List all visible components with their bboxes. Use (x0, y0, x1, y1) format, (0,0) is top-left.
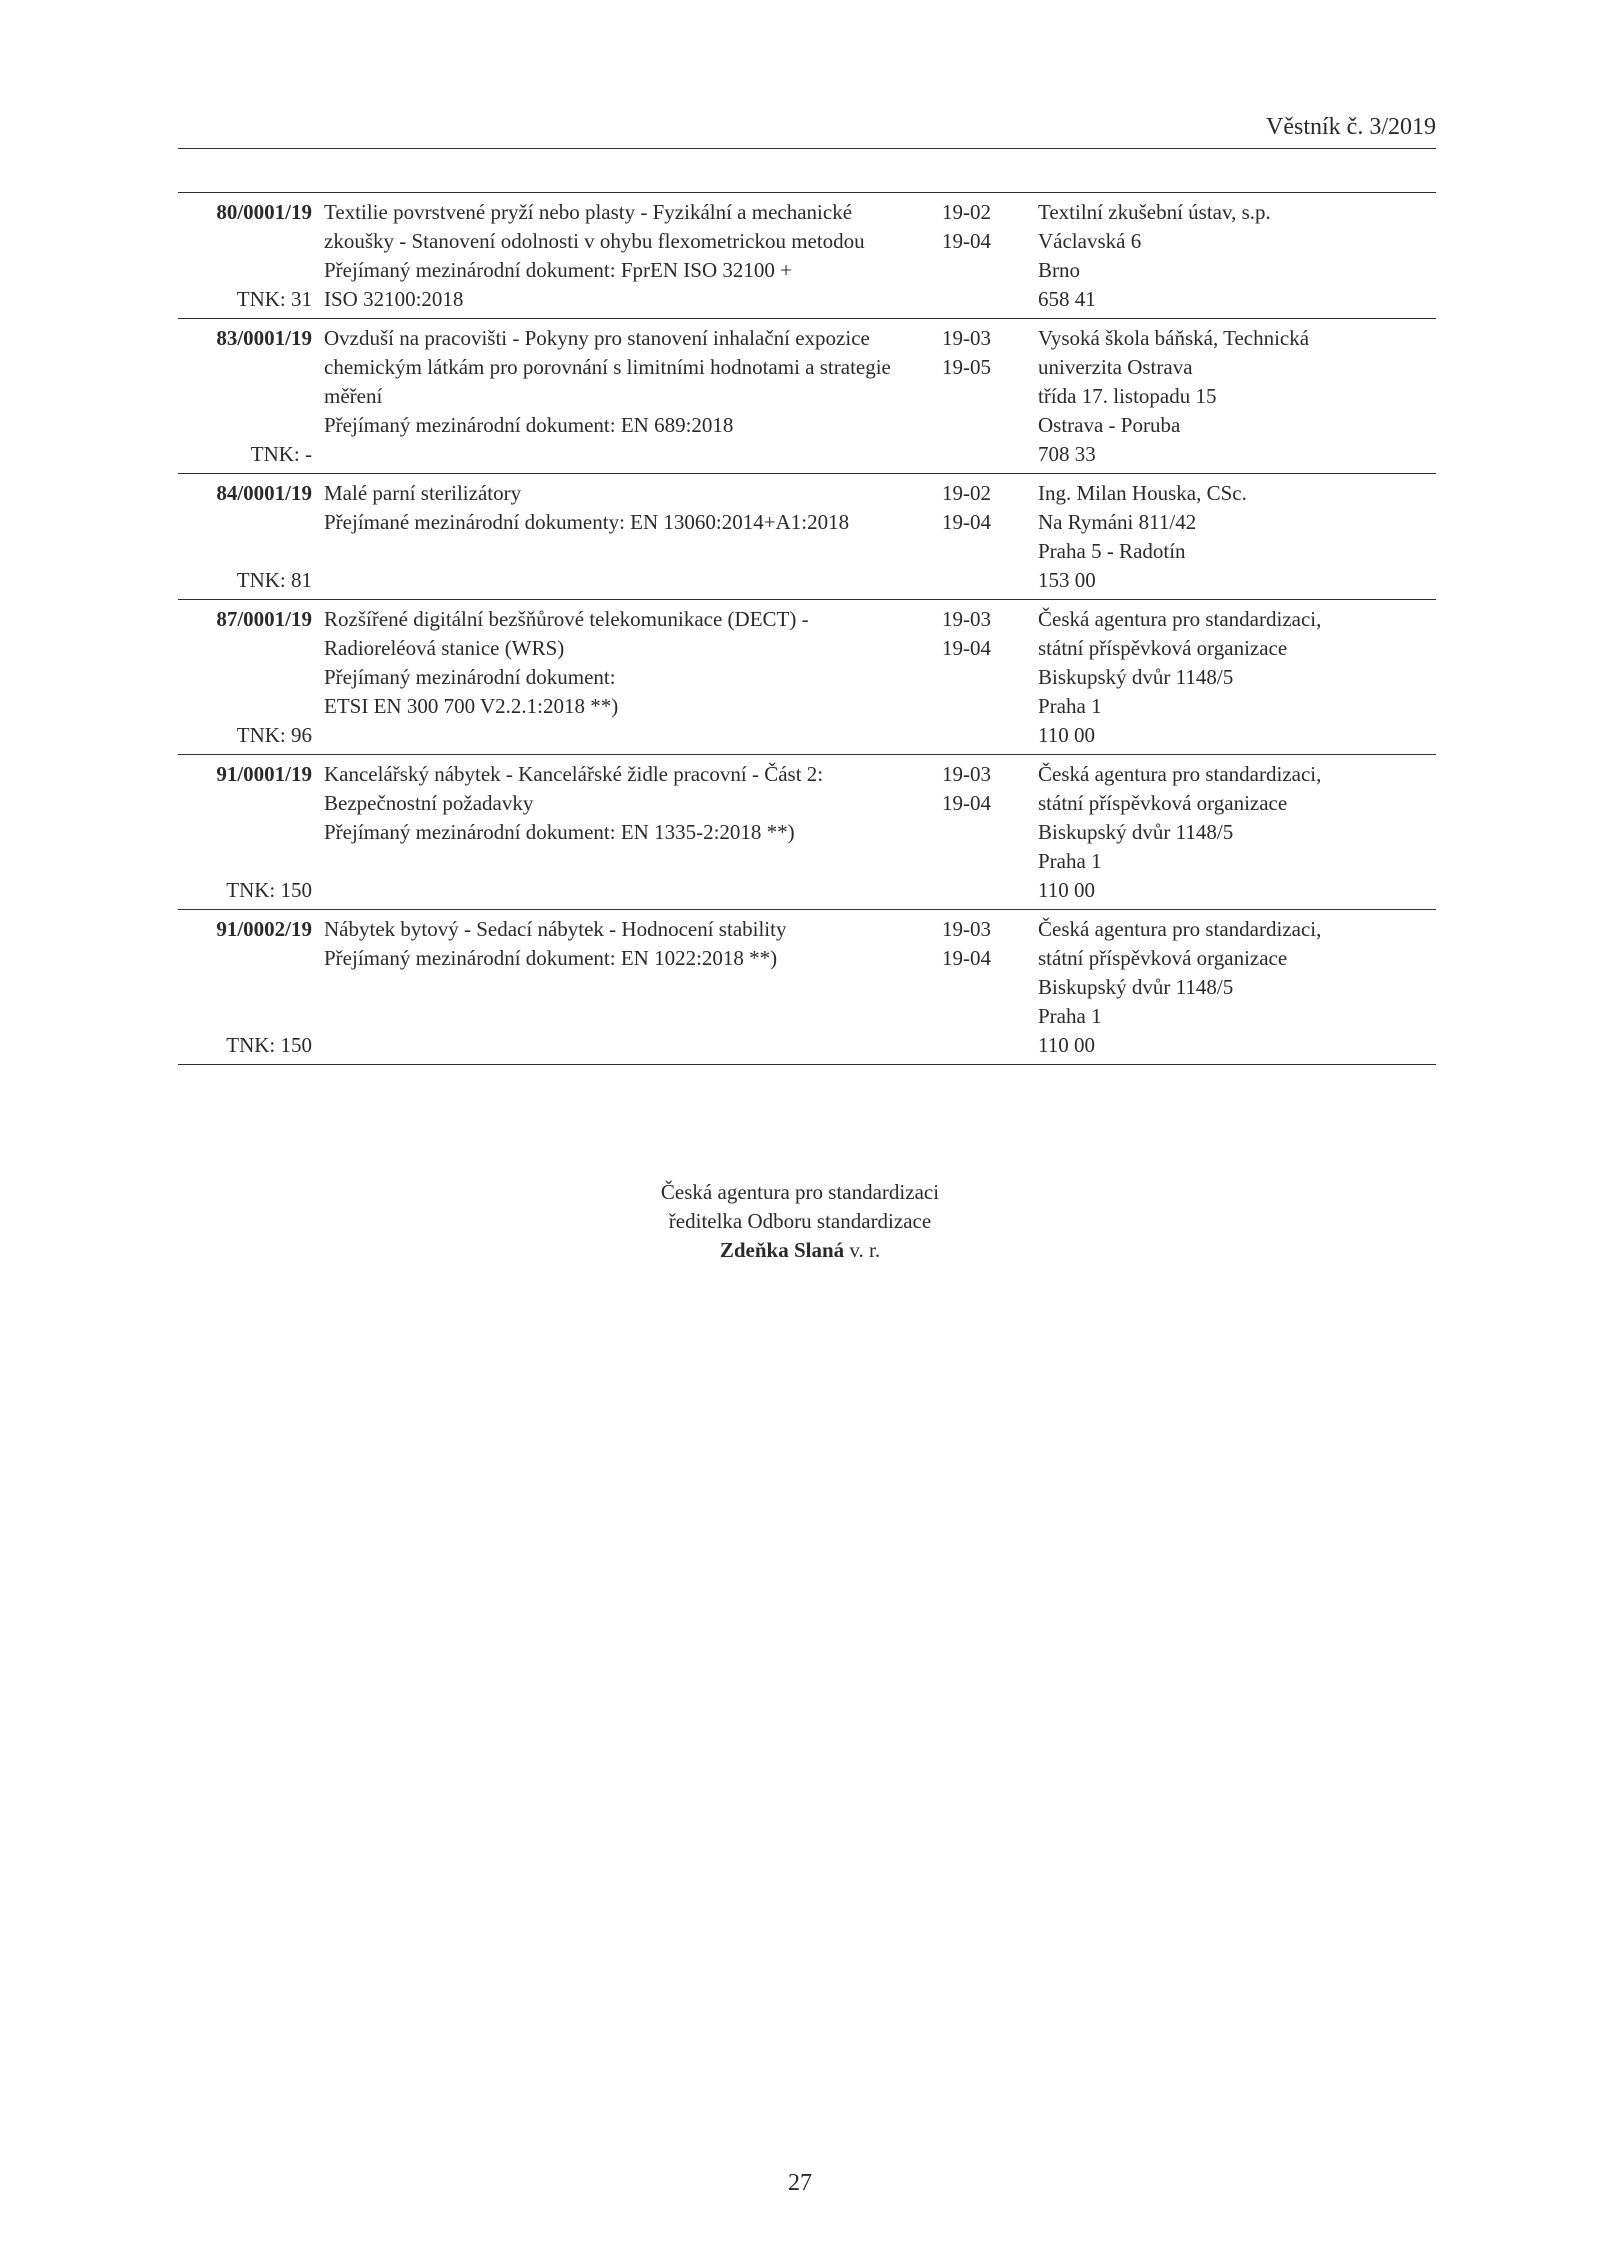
entry-dates (936, 760, 1026, 905)
entry-date: 19-04 (942, 510, 991, 534)
entry-date: 19-02 (942, 200, 991, 224)
entry-title-line: Nábytek bytový - Sedací nábytek - Hodnocení stability (324, 917, 787, 941)
entry-address-line: 110 00 (1038, 723, 1095, 747)
entry-address-line: Biskupský dvůr 1148/5 (1038, 665, 1234, 689)
entry-address-line: Praha 1 (1038, 694, 1102, 718)
entry-address-line: státní příspěvková organizace (1038, 791, 1288, 815)
entry-tnk: TNK: 81 (236, 568, 312, 592)
entry-address-line: Biskupský dvůr 1148/5 (1038, 820, 1234, 844)
entry-title-line: měření (324, 384, 383, 408)
entry-address-line: 708 33 (1038, 442, 1096, 466)
entry-title-line: Přejímaný mezinárodní dokument: EN 689:2018 (324, 413, 734, 437)
entry-address-line: Brno (1038, 258, 1080, 282)
entry-tnk: TNK: 150 (226, 1033, 312, 1057)
entry-date: 19-03 (942, 607, 991, 631)
entry-title (324, 760, 924, 905)
standard-entry (178, 193, 1436, 318)
entry-title (324, 605, 924, 750)
page-number: 27 (788, 2170, 812, 2196)
standard-entry (178, 473, 1436, 599)
entry-title-line: Ovzduší na pracovišti - Pokyny pro stanovení inhalační expozice (324, 326, 870, 350)
entry-id-column (178, 479, 312, 595)
entry-address-line: státní příspěvková organizace (1038, 946, 1288, 970)
entry-title-line: Radioreléová stanice (WRS) (324, 636, 565, 660)
standards-list (178, 192, 1436, 1065)
entry-title (324, 324, 924, 469)
entry-address-line: třída 17. listopadu 15 (1038, 384, 1217, 408)
entry-date: 19-04 (942, 636, 991, 660)
entry-address-line: 658 41 (1038, 287, 1096, 311)
entry-address-line: Praha 1 (1038, 849, 1102, 873)
entry-date: 19-02 (942, 481, 991, 505)
entry-id-column (178, 760, 312, 905)
entry-tnk: TNK: 150 (226, 878, 312, 902)
entry-date: 19-04 (942, 946, 991, 970)
entry-address (1038, 324, 1436, 469)
entry-address (1038, 479, 1436, 595)
entry-address-line: Praha 1 (1038, 1004, 1102, 1028)
entry-number: 80/0001/19 (216, 200, 312, 224)
signature-suffix: v. r. (849, 1238, 881, 1262)
entry-title-line: ETSI EN 300 700 V2.2.1:2018 **) (324, 694, 619, 718)
entry-date: 19-04 (942, 229, 991, 253)
entry-tnk: TNK: - (250, 442, 312, 466)
entry-address-line: Česká agentura pro standardizaci, (1038, 607, 1322, 631)
entry-address-line: Vysoká škola báňská, Technická (1038, 326, 1310, 350)
entry-date: 19-03 (942, 917, 991, 941)
signature-organization: Česká agentura pro standardizaci (660, 1180, 940, 1204)
entry-number: 84/0001/19 (216, 481, 312, 505)
entry-date: 19-05 (942, 355, 991, 379)
entry-title-line: Malé parní sterilizátory (324, 481, 522, 505)
entry-title-line: Přejímané mezinárodní dokumenty: EN 13060:2014+A1:2018 (324, 510, 850, 534)
entry-title (324, 479, 924, 595)
entry-address-line: 110 00 (1038, 878, 1095, 902)
entry-address-line: Na Rymáni 811/42 (1038, 510, 1197, 534)
entry-dates (936, 915, 1026, 1060)
entry-dates (936, 324, 1026, 469)
entry-address-line: Ostrava - Poruba (1038, 413, 1181, 437)
entry-address-line: státní příspěvková organizace (1038, 636, 1288, 660)
entry-address (1038, 198, 1436, 314)
entry-address-line: Václavská 6 (1038, 229, 1142, 253)
entry-title-line: Přejímaný mezinárodní dokument: EN 1335-2:2018 **) (324, 820, 795, 844)
entry-tnk: TNK: 96 (236, 723, 312, 747)
entry-id-column (178, 915, 312, 1060)
signature-block (500, 1178, 1100, 1265)
entry-address-line: Praha 5 - Radotín (1038, 539, 1186, 563)
signature-name: Zdeňka Slaná (719, 1238, 845, 1262)
entry-title-line: Přejímaný mezinárodní dokument: FprEN ISO 32100 + (324, 258, 792, 282)
entry-address (1038, 915, 1436, 1060)
entry-dates (936, 479, 1026, 595)
signature-position: ředitelka Odboru standardizace (668, 1209, 932, 1233)
entry-dates (936, 605, 1026, 750)
entry-title-line: Kancelářský nábytek - Kancelářské židle pracovní - Část 2: (324, 762, 824, 786)
entry-title-line: Přejímaný mezinárodní dokument: (324, 665, 616, 689)
entry-tnk: TNK: 31 (236, 287, 312, 311)
entry-address (1038, 760, 1436, 905)
entry-title-line: zkoušky - Stanovení odolnosti v ohybu flexometrickou metodou (324, 229, 865, 253)
entry-title-line: Rozšířené digitální bezšňůrové telekomunikace (DECT) - (324, 607, 809, 631)
entry-title-line: chemickým látkám pro porovnání s limitními hodnotami a strategie (324, 355, 891, 379)
standard-entry (178, 909, 1436, 1064)
entry-dates (936, 198, 1026, 314)
standard-entry (178, 318, 1436, 473)
entry-address-line: Česká agentura pro standardizaci, (1038, 762, 1322, 786)
entry-title-line: Bezpečnostní požadavky (324, 791, 534, 815)
entry-title-line: Přejímaný mezinárodní dokument: EN 1022:2018 **) (324, 946, 778, 970)
entry-title (324, 198, 924, 314)
entry-address-line: 110 00 (1038, 1033, 1095, 1057)
standard-entry (178, 599, 1436, 754)
entry-date: 19-03 (942, 326, 991, 350)
entry-address-line: Ing. Milan Houska, CSc. (1038, 481, 1247, 505)
entry-number: 91/0001/19 (216, 762, 312, 786)
entry-address-line: Česká agentura pro standardizaci, (1038, 917, 1322, 941)
entry-date: 19-04 (942, 791, 991, 815)
entry-address-line: univerzita Ostrava (1038, 355, 1193, 379)
entry-number: 91/0002/19 (216, 917, 312, 941)
entry-title-line: ISO 32100:2018 (324, 287, 464, 311)
entry-title-line: Textilie povrstvené pryží nebo plasty - Fyzikální a mechanické (324, 200, 853, 224)
page-header (178, 112, 1436, 149)
entry-address-line: 153 00 (1038, 568, 1096, 592)
entry-number: 87/0001/19 (216, 607, 312, 631)
bulletin-title: Věstník č. 3/2019 (1266, 114, 1436, 140)
entry-address-line: Biskupský dvůr 1148/5 (1038, 975, 1234, 999)
entry-address-line: Textilní zkušební ústav, s.p. (1038, 200, 1271, 224)
entry-id-column (178, 324, 312, 469)
entry-id-column (178, 605, 312, 750)
entry-number: 83/0001/19 (216, 326, 312, 350)
entry-date: 19-03 (942, 762, 991, 786)
standard-entry (178, 754, 1436, 909)
entry-address (1038, 605, 1436, 750)
entry-id-column (178, 198, 312, 314)
entry-title (324, 915, 924, 1060)
